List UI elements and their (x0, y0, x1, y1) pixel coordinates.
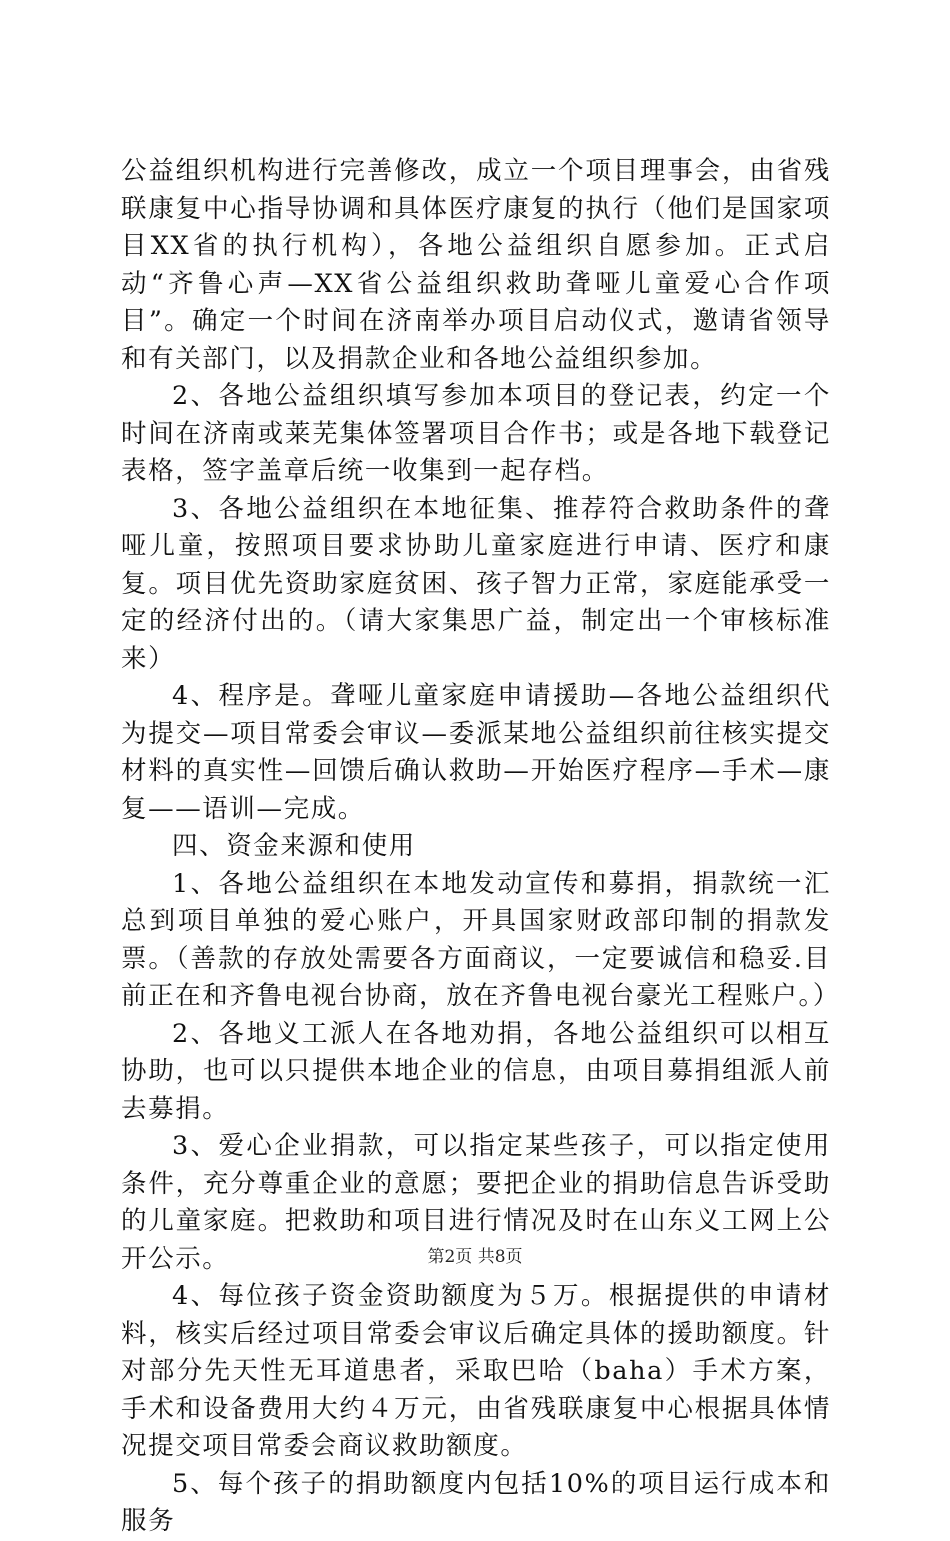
paragraph-item-2-registration: 2、各地公益组织填写参加本项目的登记表，约定一个时间在济南或莱芜集体签署项目合作书；或是各地下载登记表格，签字盖章后统一收集到一起存档。 (121, 381, 831, 486)
paragraph-funding-item-2: 2、各地义工派人在各地劝捐，各地公益组织可以相互协助，也可以只提供本地企业的信息，由项目募捐组派人前去募捐。 (121, 1018, 831, 1124)
page-number-footer: 第2页 共8页 (427, 1247, 523, 1267)
paragraph-funding-item-1: 1、各地公益组织在本地发动宣传和募捐，捐款统一汇总到项目单独的爱心账户，开具国家财政部印制的捐款发票。（善款的存放处需要各方面商议，一定要诚信和稳妥.目前正在和齐鲁电视台协商，放在齐鲁电视台豪光工程账户。） (121, 868, 840, 1011)
paragraph-item-4-procedure: 4、程序是。聋哑儿童家庭申请援助—各地公益组织代为提交—项目常委会审议—委派某地公益组织前往核实提交材料的真实性—回馈后确认救助—开始医疗程序—手术—康复——语训—完成。 (121, 681, 831, 824)
paragraph-funding-item-5: 5、每个孩子的捐助额度内包括10%的项目运行成本和服务 (121, 1468, 831, 1536)
section-heading-funding: 四、资金来源和使用 (172, 831, 416, 861)
paragraph-continuation: 公益组织机构进行完善修改，成立一个项目理事会，由省残联康复中心指导协调和具体医疗康复的执行（他们是国家项目XX省的执行机构），各地公益组织自愿参加。正式启动“齐鲁心声—XX省公益组织救助聋哑儿童爱心合作项目”。确定一个时间在济南举办项目启动仪式，邀请省领导和有关部门，以及捐款企业和各地公益组织参加。 (121, 156, 831, 374)
document-body (121, 153, 840, 1541)
paragraph-funding-item-4: 4、每位孩子资金资助额度为５万。根据提供的申请材料，核实后经过项目常委会审议后确定具体的援助额度。针对部分先天性无耳道患者，采取巴哈（baha）手术方案，手术和设备费用大约４万元，由省残联康复中心根据具体情况提交项目常委会商议救助额度。 (121, 1281, 831, 1461)
paragraph-item-3-recruitment: 3、各地公益组织在本地征集、推荐符合救助条件的聋哑儿童，按照项目要求协助儿童家庭进行申请、医疗和康复。项目优先资助家庭贫困、孩子智力正常，家庭能承受一定的经济付出的。（请大家集思广益，制定出一个审核标准来） (121, 493, 831, 674)
paragraph-funding-item-3: 3、爱心企业捐款，可以指定某些孩子，可以指定使用条件，充分尊重企业的意愿；要把企业的捐助信息告诉受助的儿童家庭。把救助和项目进行情况及时在山东义工网上公开公示。 (121, 1131, 831, 1274)
